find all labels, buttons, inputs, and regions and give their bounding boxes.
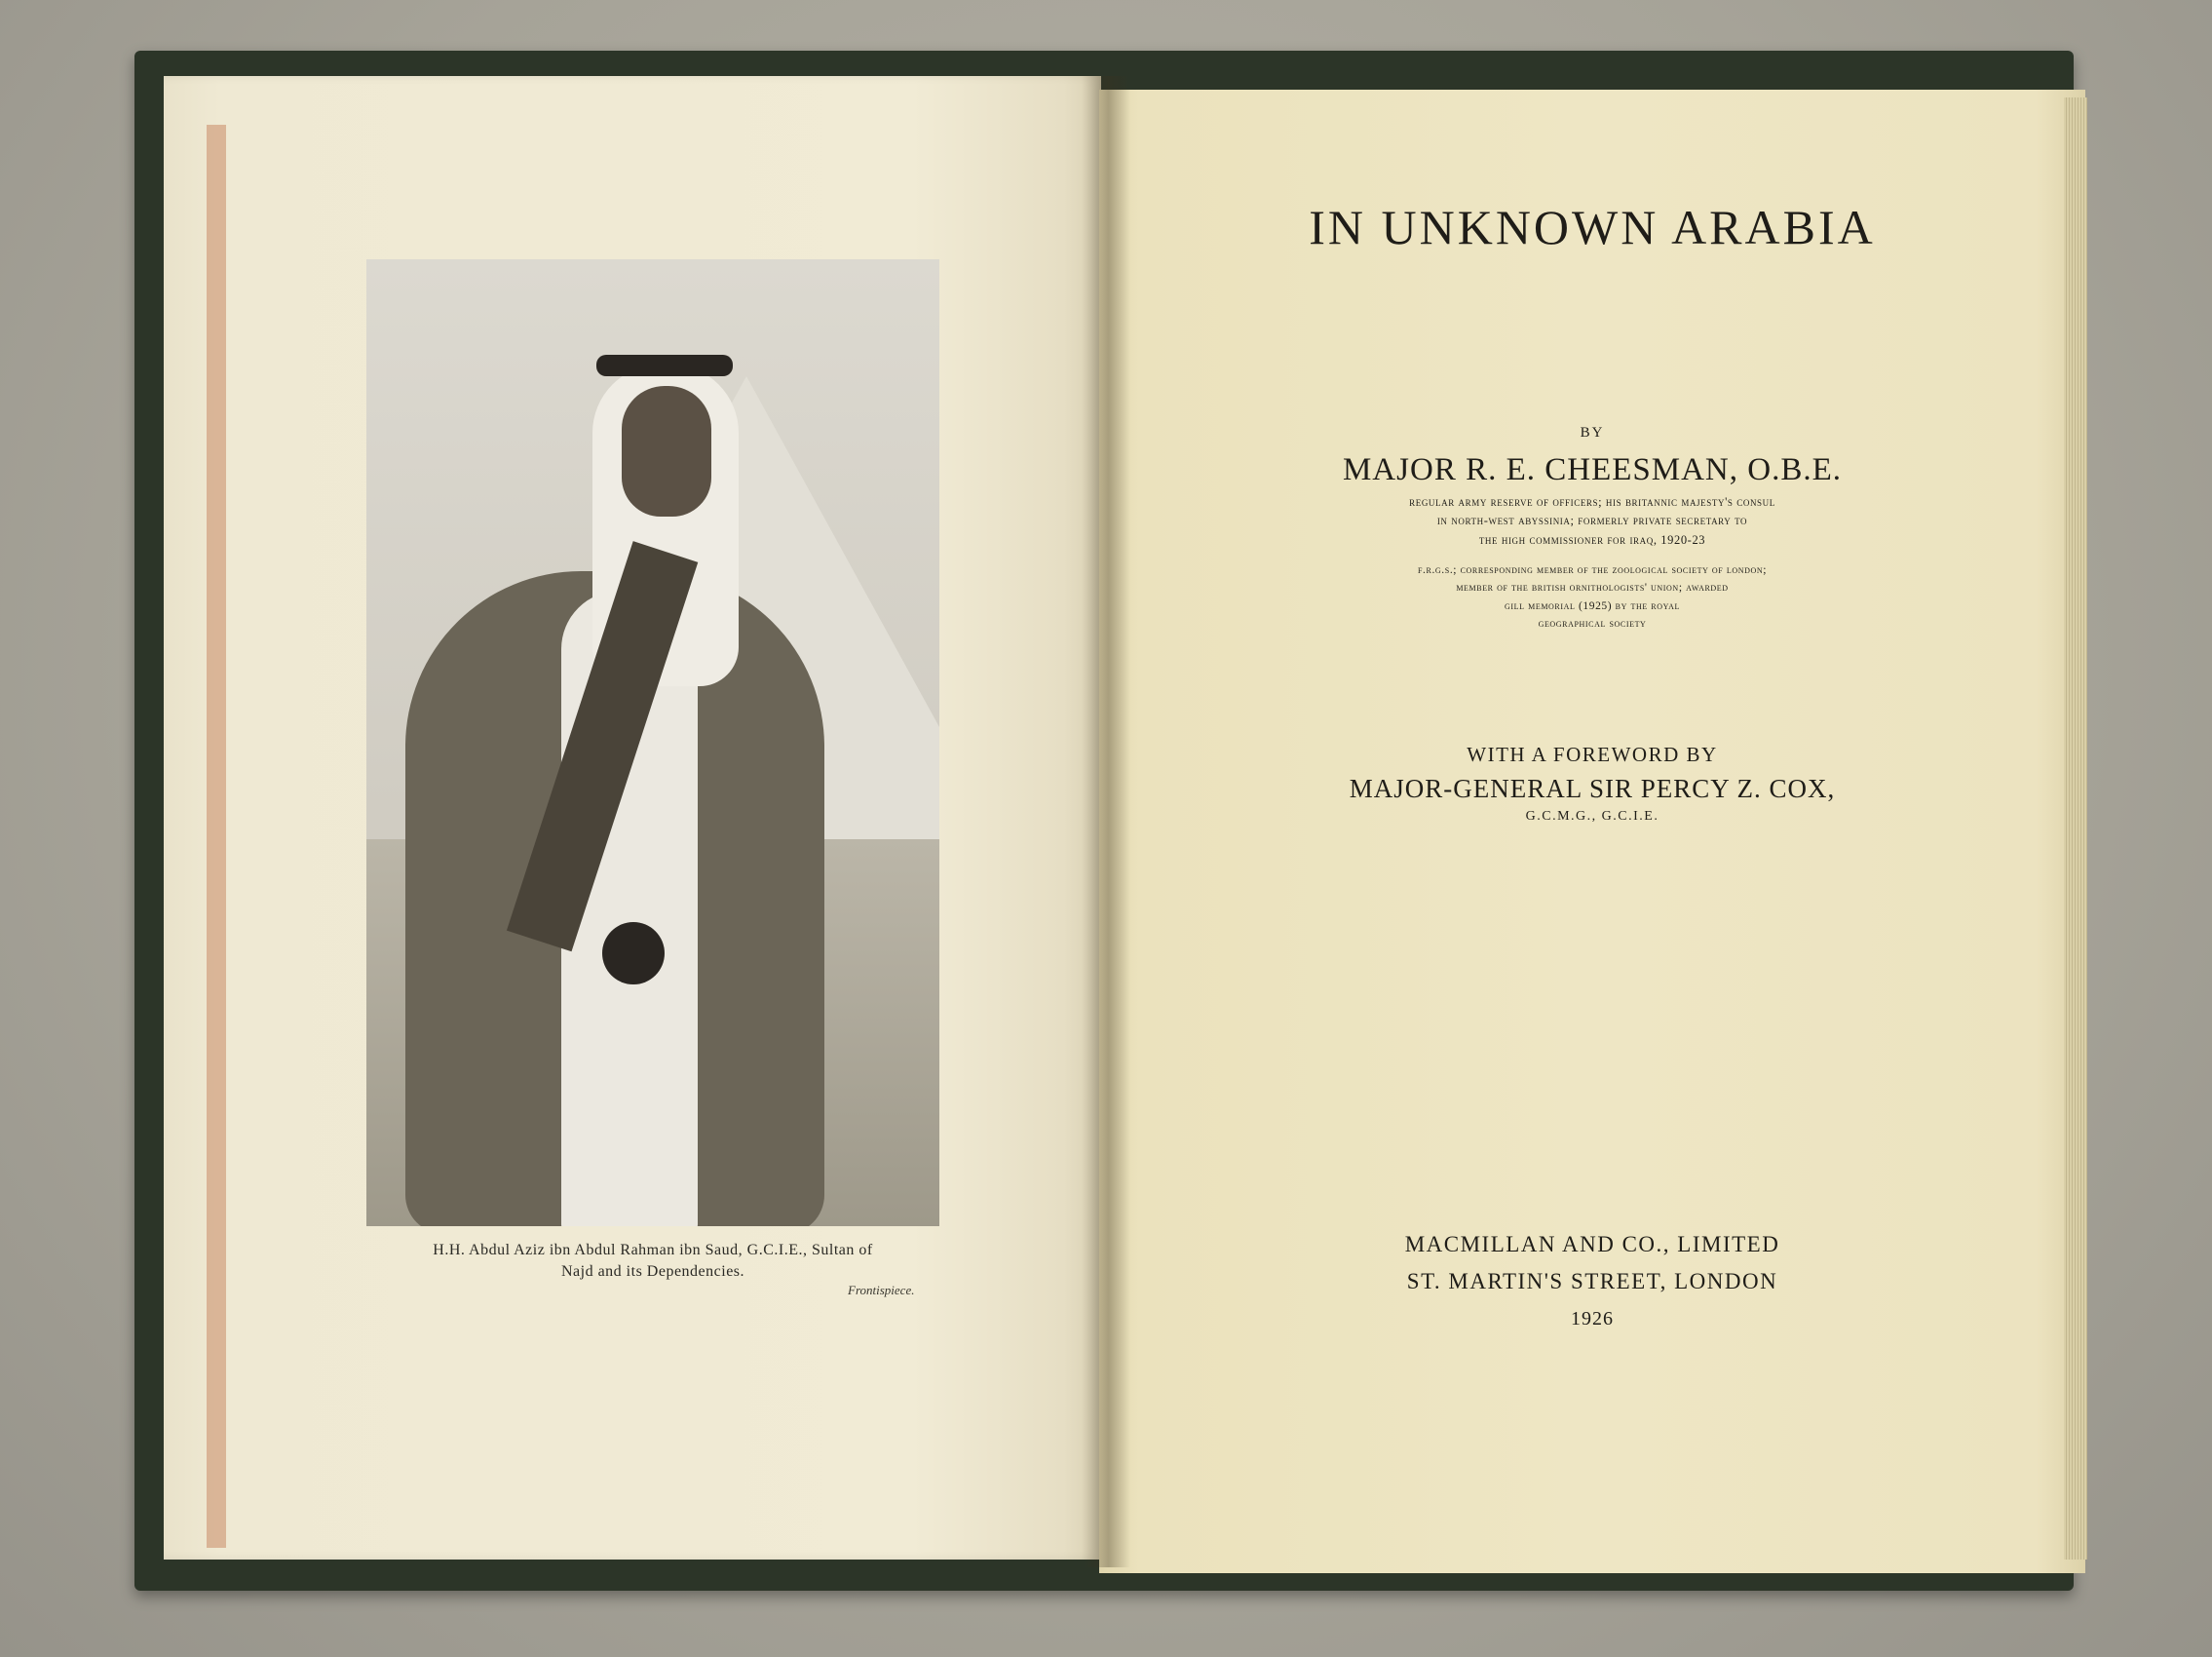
frontispiece-photo	[366, 259, 939, 1226]
credential-line: f.r.g.s.; corresponding member of the zoological society of london;	[1418, 564, 1767, 576]
foreword-by: WITH A FOREWORD BY	[1467, 743, 1718, 766]
publisher: MACMILLAN AND CO., LIMITED	[1404, 1232, 1780, 1256]
caption-line-1: H.H. Abdul Aziz ibn Abdul Rahman ibn Saud, G.C.I.E., Sultan of	[433, 1242, 873, 1258]
foreword-author: MAJOR-GENERAL SIR PERCY Z. COX,	[1349, 774, 1836, 803]
credential-line: member of the british ornithologists' union; awarded	[1456, 582, 1729, 595]
frontispiece-label: Frontispiece.	[848, 1283, 915, 1297]
author-credentials-2	[1099, 561, 2085, 634]
publisher-address: ST. MARTIN'S STREET, LONDON	[1406, 1269, 1778, 1293]
author-credentials-1	[1099, 493, 2085, 550]
credential-line: regular army reserve of officers; his britannic majesty's consul	[1409, 495, 1775, 509]
publication-year: 1926	[1571, 1308, 1614, 1329]
right-page	[1099, 90, 2085, 1573]
credential-line: the high commissioner for iraq, 1920-23	[1478, 532, 1706, 547]
photo-medal	[602, 922, 665, 984]
page-stack-edge	[2064, 97, 2087, 1560]
credential-line: gill memorial (1925) by the royal	[1505, 599, 1680, 612]
endpaper-edge	[207, 125, 226, 1548]
book-title: IN UNKNOWN ARABIA	[1309, 200, 1876, 254]
frontispiece-caption	[351, 1240, 955, 1282]
photo-agal	[596, 355, 733, 376]
by-line: BY	[1580, 425, 1605, 441]
photo-face	[622, 386, 711, 517]
credential-line: in north-west abyssinia; formerly private secretary to	[1436, 514, 1748, 528]
author-name: MAJOR R. E. CHEESMAN, O.B.E.	[1342, 452, 1843, 487]
caption-line-2: Najd and its Dependencies.	[560, 1262, 745, 1280]
foreword-honours: G.C.M.G., G.C.I.E.	[1525, 809, 1659, 824]
credential-line: geographical society	[1538, 618, 1647, 631]
